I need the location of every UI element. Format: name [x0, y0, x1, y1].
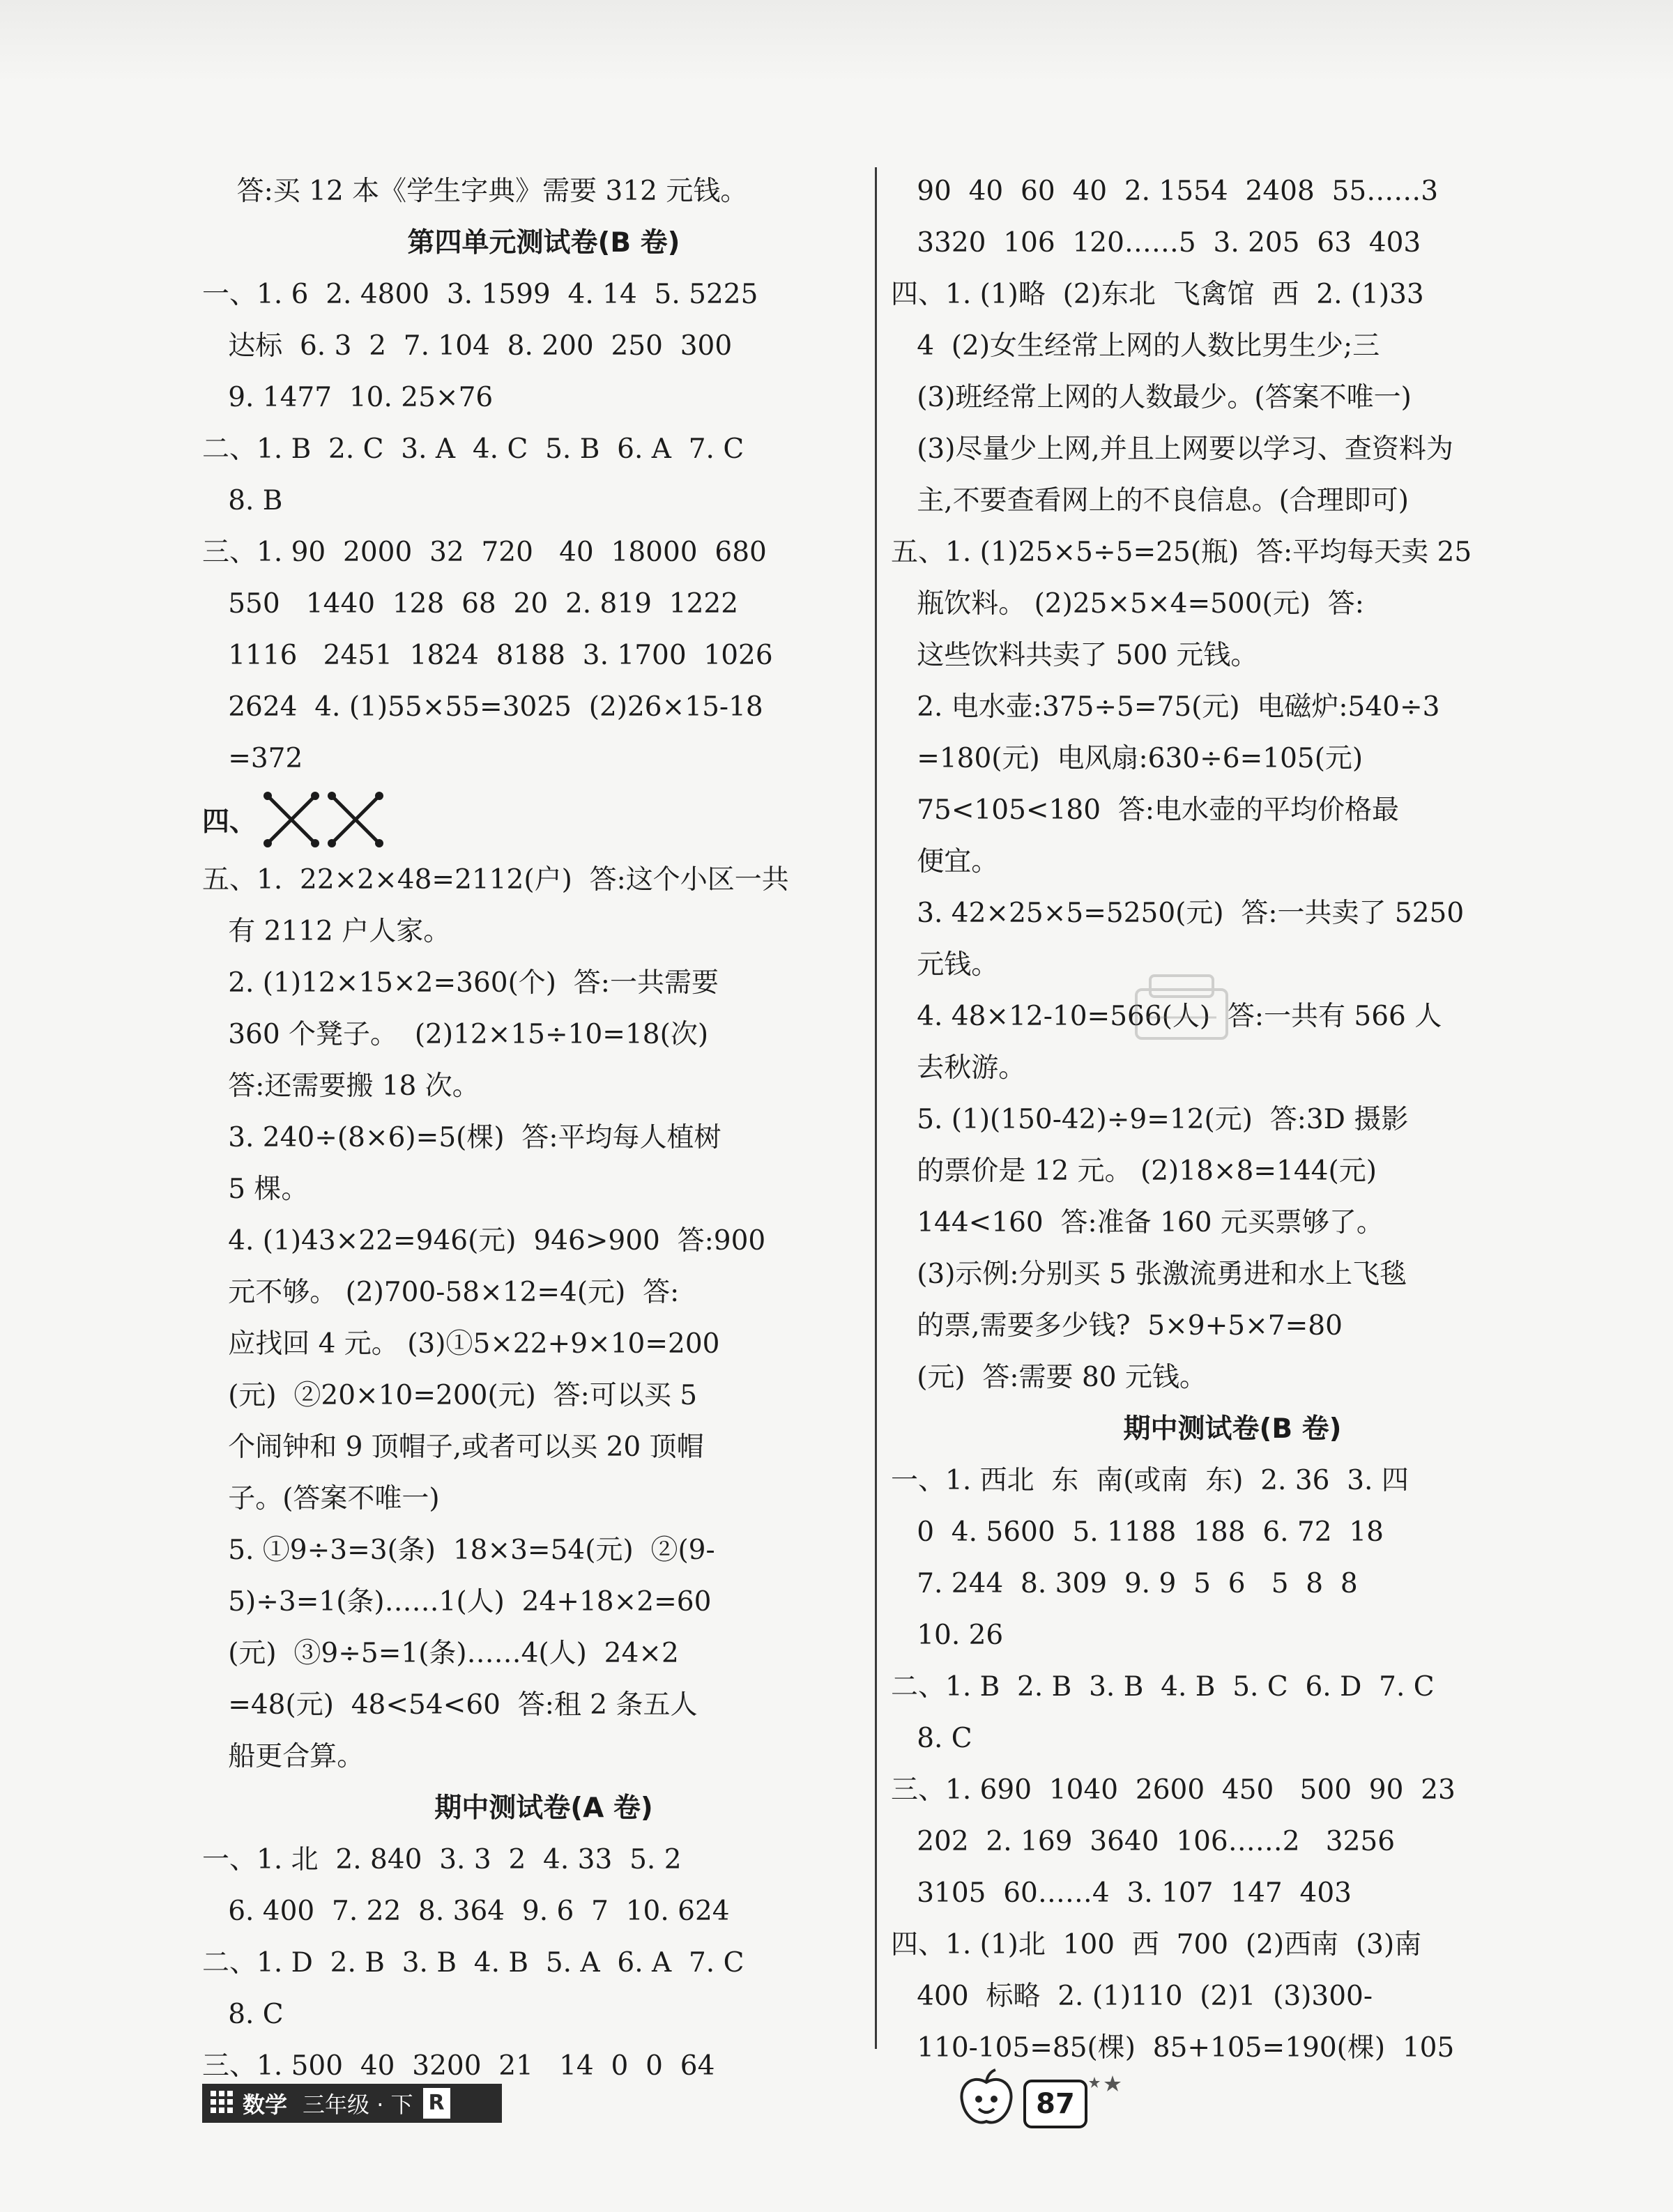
answer-line: 90 40 60 40 2. 1554 2408 55……3: [891, 176, 1439, 207]
apple-mascot-icon: [955, 2067, 1018, 2130]
answer-line: 一、1. 6 2. 4800 3. 1599 4. 14 5. 5225: [202, 279, 758, 310]
answer-line: 0 4. 5600 5. 1188 188 6. 72 18: [891, 1516, 1384, 1548]
answer-line: 四、1. (1)北 100 西 700 (2)西南 (3)南: [891, 1929, 1422, 1960]
answer-line: 400 标略 2. (1)110 (2)1 (3)300-: [891, 1981, 1373, 2012]
page-top-shade: [0, 0, 1673, 84]
answer-line: (3)示例:分别买 5 张激流勇进和水上飞毯: [891, 1259, 1407, 1290]
answer-line: 5)÷3=1(条)……1(人) 24+18×2=60: [202, 1586, 712, 1618]
matching-answer-row: [202, 785, 885, 854]
answer-line: 达标 6. 3 2 7. 104 8. 200 250 300: [202, 330, 733, 362]
answer-line: 550 1440 128 68 20 2. 819 1222: [202, 588, 739, 620]
answer-line: 元不够。 (2)700-58×12=4(元) 答:: [202, 1277, 680, 1308]
answer-line: 一、1. 北 2. 840 3. 3 2 4. 33 5. 2: [202, 1844, 682, 1875]
answer-line: 144<160 答:准备 160 元买票够了。: [891, 1207, 1384, 1238]
answer-line: (3)尽量少上网,并且上网要以学习、查资料为: [891, 433, 1453, 465]
answer-line: 个闹钟和 9 顶帽子,或者可以买 20 顶帽: [202, 1431, 704, 1463]
subject-badge: [202, 2084, 502, 2123]
answer-line: 二、1. B 2. B 3. B 4. B 5. C 6. D 7. C: [891, 1671, 1435, 1703]
answer-line: 去秋游。: [891, 1052, 1026, 1084]
answer-line: 8. C: [202, 1999, 284, 2030]
answer-line: 3. 240÷(8×6)=5(棵) 答:平均每人植树: [202, 1122, 721, 1153]
answer-line: 2. 电水壶:375÷5=75(元) 电磁炉:540÷3: [891, 691, 1440, 723]
answer-line: 主,不要查看网上的不良信息。(合理即可): [891, 485, 1410, 516]
answer-line: 5 棵。: [202, 1174, 309, 1205]
answer-line: 一、1. 西北 东 南(或南 东) 2. 36 3. 四: [891, 1465, 1409, 1496]
answer-line: 3320 106 120……5 3. 205 63 403: [891, 227, 1421, 259]
answer-line: 2624 4. (1)55×55=3025 (2)26×15-18: [202, 691, 763, 723]
grid-icon: [209, 2089, 237, 2117]
answer-line: 75<105<180 答:电水壶的平均价格最: [891, 794, 1399, 826]
answer-line: 元钱。: [891, 949, 999, 981]
answer-line: 6. 400 7. 22 8. 364 9. 6 7 10. 624: [202, 1896, 730, 1927]
answer-line: 360 个凳子。 (2)12×15÷10=18(次): [202, 1019, 709, 1050]
footer-grade: 三年级 · 下: [303, 2091, 413, 2118]
right-answer-column: [891, 166, 1574, 2074]
answer-line: 二、1. D 2. B 3. B 4. B 5. A 6. A 7. C: [202, 1947, 744, 1979]
answer-line: 202 2. 169 3640 106……2 3256: [891, 1826, 1396, 1857]
answer-line: 7. 244 8. 309 9. 9 5 6 5 8 8: [891, 1568, 1358, 1599]
footer-edition: R: [423, 2088, 450, 2119]
page-number: 87: [1023, 2080, 1087, 2128]
answer-line: (元) ③9÷5=1(条)……4(人) 24×2: [202, 1638, 679, 1669]
crossed-lines-icon: [262, 790, 321, 849]
answer-line: (3)班经常上网的人数最少。(答案不唯一): [891, 382, 1412, 413]
answer-line: =372: [202, 743, 303, 774]
column-divider: [875, 167, 877, 2049]
matching-answer-label: 四、: [202, 806, 257, 838]
answer-line: 8. C: [891, 1723, 972, 1754]
answer-line: =180(元) 电风扇:630÷6=105(元): [891, 743, 1363, 774]
answer-line: (元) 答:需要 80 元钱。: [891, 1362, 1207, 1393]
answer-line: 三、1. 90 2000 32 720 40 18000 680: [202, 537, 767, 568]
left-answer-column: [202, 166, 885, 2092]
answer-line: 船更合算。: [202, 1741, 365, 1772]
answer-line: 4. 48×12-10=566(人) 答:一共有 566 人: [891, 1001, 1442, 1032]
answer-line: 应找回 4 元。 (3)①5×22+9×10=200: [202, 1328, 720, 1360]
crossed-lines-icon: [326, 790, 385, 849]
answer-line: 子。(答案不唯一): [202, 1483, 440, 1514]
answer-line: 110-105=85(棵) 85+105=190(棵) 105: [891, 2032, 1455, 2064]
answer-line: 五、1. 22×2×48=2112(户) 答:这个小区一共: [202, 864, 789, 896]
answer-line: 四、1. (1)略 (2)东北 飞禽馆 西 2. (1)33: [891, 279, 1424, 310]
answer-line: 瓶饮料。 (2)25×5×4=500(元) 答:: [891, 588, 1364, 620]
page-footer: [202, 2084, 1527, 2126]
answer-line: 5. ①9÷3=3(条) 18×3=54(元) ②(9-: [202, 1535, 715, 1566]
answer-line: 这些饮料共卖了 500 元钱。: [891, 640, 1258, 671]
answer-line: 的票价是 12 元。 (2)18×8=144(元): [891, 1155, 1377, 1187]
answer-line: 4 (2)女生经常上网的人数比男生少;三: [891, 330, 1380, 362]
answer-line: 1116 2451 1824 8188 3. 1700 1026: [202, 640, 773, 671]
answer-line: 3105 60……4 3. 107 147 403: [891, 1877, 1352, 1909]
answer-line: 4. (1)43×22=946(元) 946>900 答:900: [202, 1225, 766, 1257]
section-title: 期中测试卷(A 卷): [434, 1792, 653, 1824]
answer-line: 答:还需要搬 18 次。: [202, 1070, 480, 1102]
answer-line: 2. (1)12×15×2=360(个) 答:一共需要: [202, 967, 719, 999]
answer-line: 二、1. B 2. C 3. A 4. C 5. B 6. A 7. C: [202, 433, 744, 465]
answer-line: 8. B: [202, 485, 283, 516]
star-icon: [1087, 2074, 1122, 2095]
center-stamp-icon: [1129, 969, 1234, 1052]
answer-line: 的票,需要多少钱? 5×9+5×7=80: [891, 1310, 1343, 1342]
answer-line: 5. (1)(150-42)÷9=12(元) 答:3D 摄影: [891, 1104, 1409, 1135]
answer-line: (元) ②20×10=200(元) 答:可以买 5: [202, 1380, 698, 1411]
section-title: 第四单元测试卷(B 卷): [407, 227, 680, 259]
footer-subject: 数学: [243, 2091, 288, 2118]
answer-line: 10. 26: [891, 1620, 1004, 1651]
answer-line: 9. 1477 10. 25×76: [202, 382, 494, 413]
section-title: 期中测试卷(B 卷): [1123, 1413, 1342, 1445]
answer-line: 三、1. 500 40 3200 21 14 0 0 64: [202, 2050, 715, 2082]
answer-line: 五、1. (1)25×5÷5=25(瓶) 答:平均每天卖 25: [891, 537, 1472, 568]
answer-line: =48(元) 48<54<60 答:租 2 条五人: [202, 1689, 698, 1721]
answer-line: 便宜。: [891, 846, 999, 877]
answer-line: 答:买 12 本《学生字典》需要 312 元钱。: [202, 176, 748, 207]
answer-line: 3. 42×25×5=5250(元) 答:一共卖了 5250: [891, 898, 1465, 929]
answer-line: 有 2112 户人家。: [202, 916, 451, 947]
answer-line: 三、1. 690 1040 2600 450 500 90 23: [891, 1774, 1456, 1806]
